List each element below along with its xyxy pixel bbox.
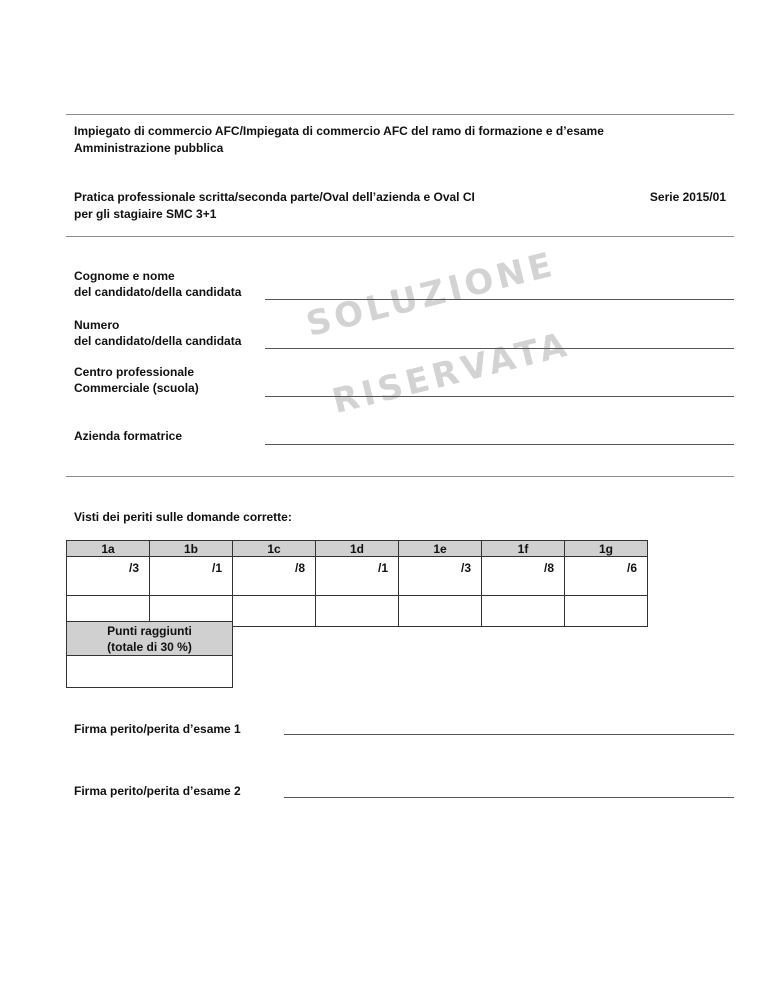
profession-subtitle: Amministrazione pubblica: [74, 141, 224, 155]
number-label: Numero: [74, 318, 120, 332]
total-header: [67, 622, 233, 656]
score-grid: [66, 540, 648, 627]
profession-title: Impiegato di commercio AFC/Impiegata di commercio AFC del ramo di formazione e d’esame: [74, 124, 604, 138]
signature-field-2[interactable]: [284, 797, 734, 798]
visto-cell-1g[interactable]: [565, 596, 648, 627]
name-label: Cognome e nome: [74, 269, 175, 283]
series-label: Serie 2015/01: [649, 190, 726, 204]
school-label: Centro professionale: [74, 365, 195, 379]
fields-divider: [66, 476, 734, 477]
watermark-soluzione: SOLUZIONE: [302, 244, 560, 345]
max-points-1a: /3: [67, 557, 150, 596]
max-points-1f: /8: [482, 557, 565, 596]
col-header-1b: 1b: [150, 541, 233, 557]
header-divider: [66, 236, 734, 237]
number-label-2: del candidato/della candidata: [74, 334, 242, 348]
col-header-1f: 1f: [482, 541, 565, 557]
name-label-2: del candidato/della candidata: [74, 285, 242, 299]
visto-cell-1c[interactable]: [233, 596, 316, 627]
max-points-1c: /8: [233, 557, 316, 596]
company-label: Azienda formatrice: [74, 429, 183, 443]
visto-cell-1e[interactable]: [399, 596, 482, 627]
visti-label: Visti dei periti sulle domande corrette:: [74, 510, 292, 524]
col-header-1a: 1a: [67, 541, 150, 557]
col-header-1c: 1c: [233, 541, 316, 557]
total-box: [66, 621, 233, 688]
total-points-cell[interactable]: [67, 656, 233, 688]
company-field[interactable]: [265, 444, 734, 445]
signature-field-1[interactable]: [284, 734, 734, 735]
exam-subtitle: per gli stagiaire SMC 3+1: [74, 207, 217, 221]
name-field[interactable]: [265, 299, 734, 300]
max-points-1d: /1: [316, 557, 399, 596]
total-label-2: (totale di 30 %): [107, 639, 192, 654]
col-header-1e: 1e: [399, 541, 482, 557]
signature-label-2: Firma perito/perita d’esame 2: [74, 784, 241, 798]
col-header-1d: 1d: [316, 541, 399, 557]
number-field[interactable]: [265, 348, 734, 349]
signature-label-1: Firma perito/perita d’esame 1: [74, 722, 241, 736]
exam-title: Pratica professionale scritta/seconda parte/Oval dell’azienda e Oval CI: [74, 190, 475, 204]
visto-cell-1f[interactable]: [482, 596, 565, 627]
max-points-1e: /3: [399, 557, 482, 596]
max-points-1g: /6: [565, 557, 648, 596]
col-header-1g: 1g: [565, 541, 648, 557]
top-divider: [66, 114, 734, 115]
school-label-2: Commerciale (scuola): [74, 381, 199, 395]
total-label: Punti raggiunti: [107, 623, 192, 638]
school-field[interactable]: [265, 396, 734, 397]
max-points-1b: /1: [150, 557, 233, 596]
visto-cell-1d[interactable]: [316, 596, 399, 627]
watermark-riservata: RISERVATA: [328, 324, 575, 422]
